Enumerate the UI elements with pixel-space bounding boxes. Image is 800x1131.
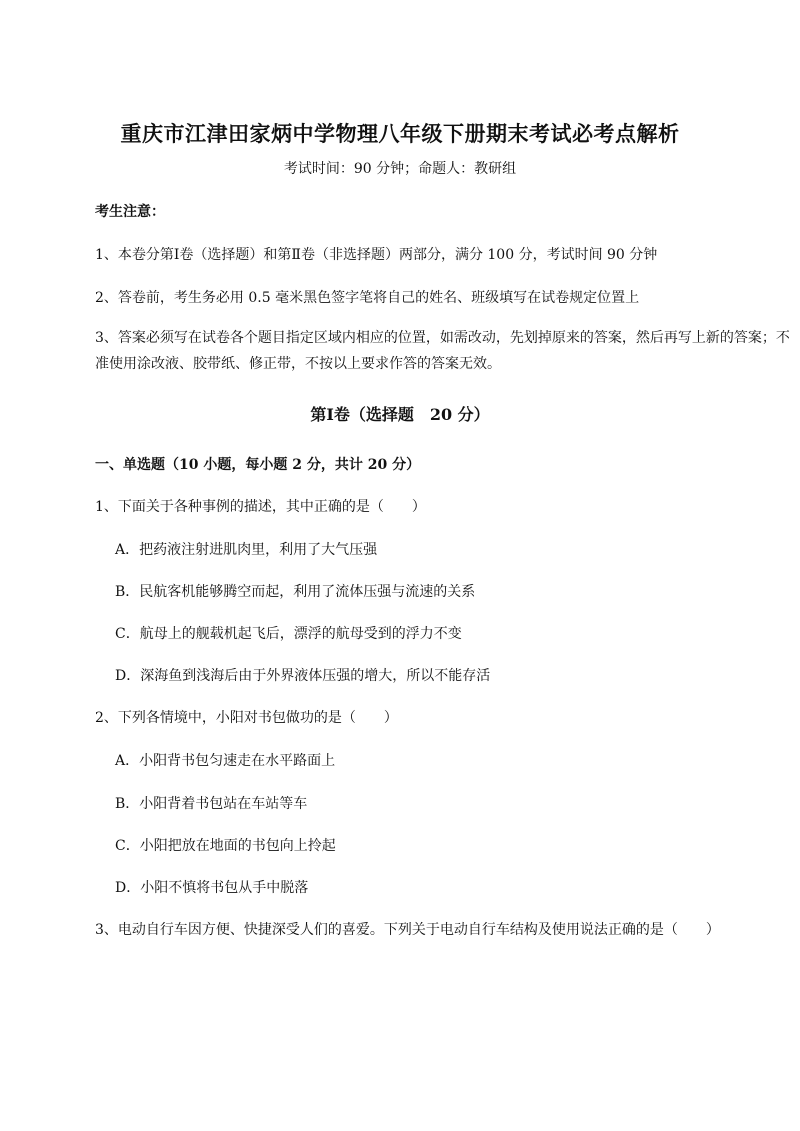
question-stem: 2、下列各情境中，小阳对书包做功的是（ ） [95,710,398,726]
question-option: C．航母上的舰载机起飞后，漂浮的航母受到的浮力不变 [115,626,462,642]
question-option: C．小阳把放在地面的书包向上拎起 [115,838,336,854]
question-option: D．小阳不慎将书包从手中脱落 [115,880,309,896]
notice-item: 3、答案必须写在试卷各个题目指定区域内相应的位置，如需改动，先划掉原来的答案，然后再写上新的答案；不准使用涂改液、胶带纸、修正带，不按以上要求作答的答案无效。 [95,330,790,372]
question-option: B．民航客机能够腾空而起，利用了流体压强与流速的关系 [115,584,476,600]
question-stem: 1、下面关于各种事例的描述，其中正确的是（ ） [95,499,426,515]
question-option: A．小阳背书包匀速走在水平路面上 [115,753,336,769]
question-option: D．深海鱼到浅海后由于外界液体压强的增大，所以不能存活 [115,668,491,684]
exam-title: 重庆市江津田家炳中学物理八年级下册期末考试必考点解析 [120,121,680,146]
part-heading: 一、单选题（10 小题，每小题 2 分，共计 20 分） [95,457,421,473]
notice-item: 1、本卷分第Ⅰ卷（选择题）和第Ⅱ卷（非选择题）两部分，满分 100 分，考试时间 90 分钟 [95,247,658,263]
question-stem: 3、电动自行车因方便、快捷深受人们的喜爱。下列关于电动自行车结构及使用说法正确的是（ ） [95,922,720,938]
question-option: B．小阳背着书包站在车站等车 [115,796,308,812]
notice-heading: 考生注意： [95,204,165,220]
question-option: A．把药液注射进肌肉里，利用了大气压强 [115,542,378,558]
exam-subtitle: 考试时间：90 分钟；命题人：教研组 [283,161,517,177]
notice-item: 2、答卷前，考生务必用 0.5 毫米黑色签字笔将自己的姓名、班级填写在试卷规定位置上 [95,290,640,306]
section-title: 第Ⅰ卷（选择题 20 分） [310,405,490,424]
